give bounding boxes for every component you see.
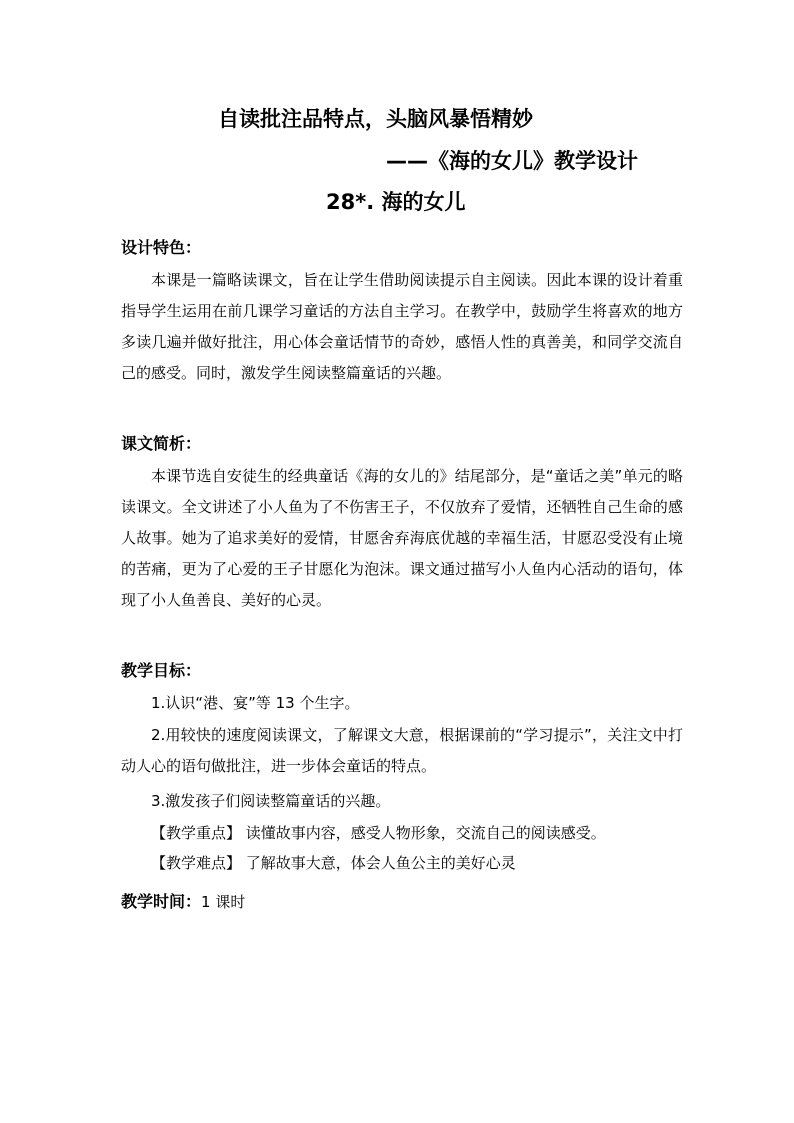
teaching-goal-3: 3.激发孩子们阅读整篇童话的兴趣。 xyxy=(151,792,391,810)
document-title: 自读批注品特点，头脑风暴悟精妙 xyxy=(218,107,533,131)
text-analysis-heading: 课文简析： xyxy=(121,434,202,453)
text-analysis-paragraph: 本课节选自安徒生的经典童话《海的女儿的》结尾部分，是“童话之美”单元的略读课文。全文讲述了小人鱼为了不伤害王子，不仅放弃了爱情，还牺牲自己生命的感人故事。她为了追求美好的爱情，甘愿舍弃海底优越的幸福生活，甘愿忍受没有止境的苦痛，更为了心爱的王子甘愿化为泡沫。课文通过描写小人鱼内心活动的语句，体现了小人鱼善良、美好的心灵。 xyxy=(121,467,683,609)
teaching-goals-heading: 教学目标： xyxy=(121,661,202,680)
design-features-paragraph: 本课是一篇略读课文，旨在让学生借助阅读提示自主阅读。因此本课的设计着重指导学生运用在前几课学习童话的方法自主学习。在教学中，鼓励学生将喜欢的地方多读几遍并做好批注，用心体会童话情节的奇妙，感悟人性的真善美，和同学交流自己的感受。同时，激发学生阅读整篇童话的兴趣。 xyxy=(121,271,683,382)
teaching-goal-1: 1.认识“港、宴”等 13 个生字。 xyxy=(151,694,360,712)
design-features-heading: 设计特色： xyxy=(121,238,202,257)
teaching-time-label: 教学时间： xyxy=(121,892,202,911)
teaching-time-value: 1 课时 xyxy=(201,893,246,911)
document-subtitle: ——《海的女儿》教学设计 xyxy=(386,149,638,173)
lesson-title: 28*. 海的女儿 xyxy=(326,190,466,214)
teaching-time-line xyxy=(121,889,245,912)
key-point-line: 【教学重点】 读懂故事内容，感受人物形象，交流自己的阅读感受。 xyxy=(151,824,606,842)
difficult-point-line: 【教学难点】 了解故事大意，体会人鱼公主的美好心灵 xyxy=(151,854,516,872)
teaching-goal-2: 2.用较快的速度阅读课文，了解课文大意，根据课前的“学习提示”，关注文中打动人心的语句做批注，进一步体会童话的特点。 xyxy=(121,726,683,775)
